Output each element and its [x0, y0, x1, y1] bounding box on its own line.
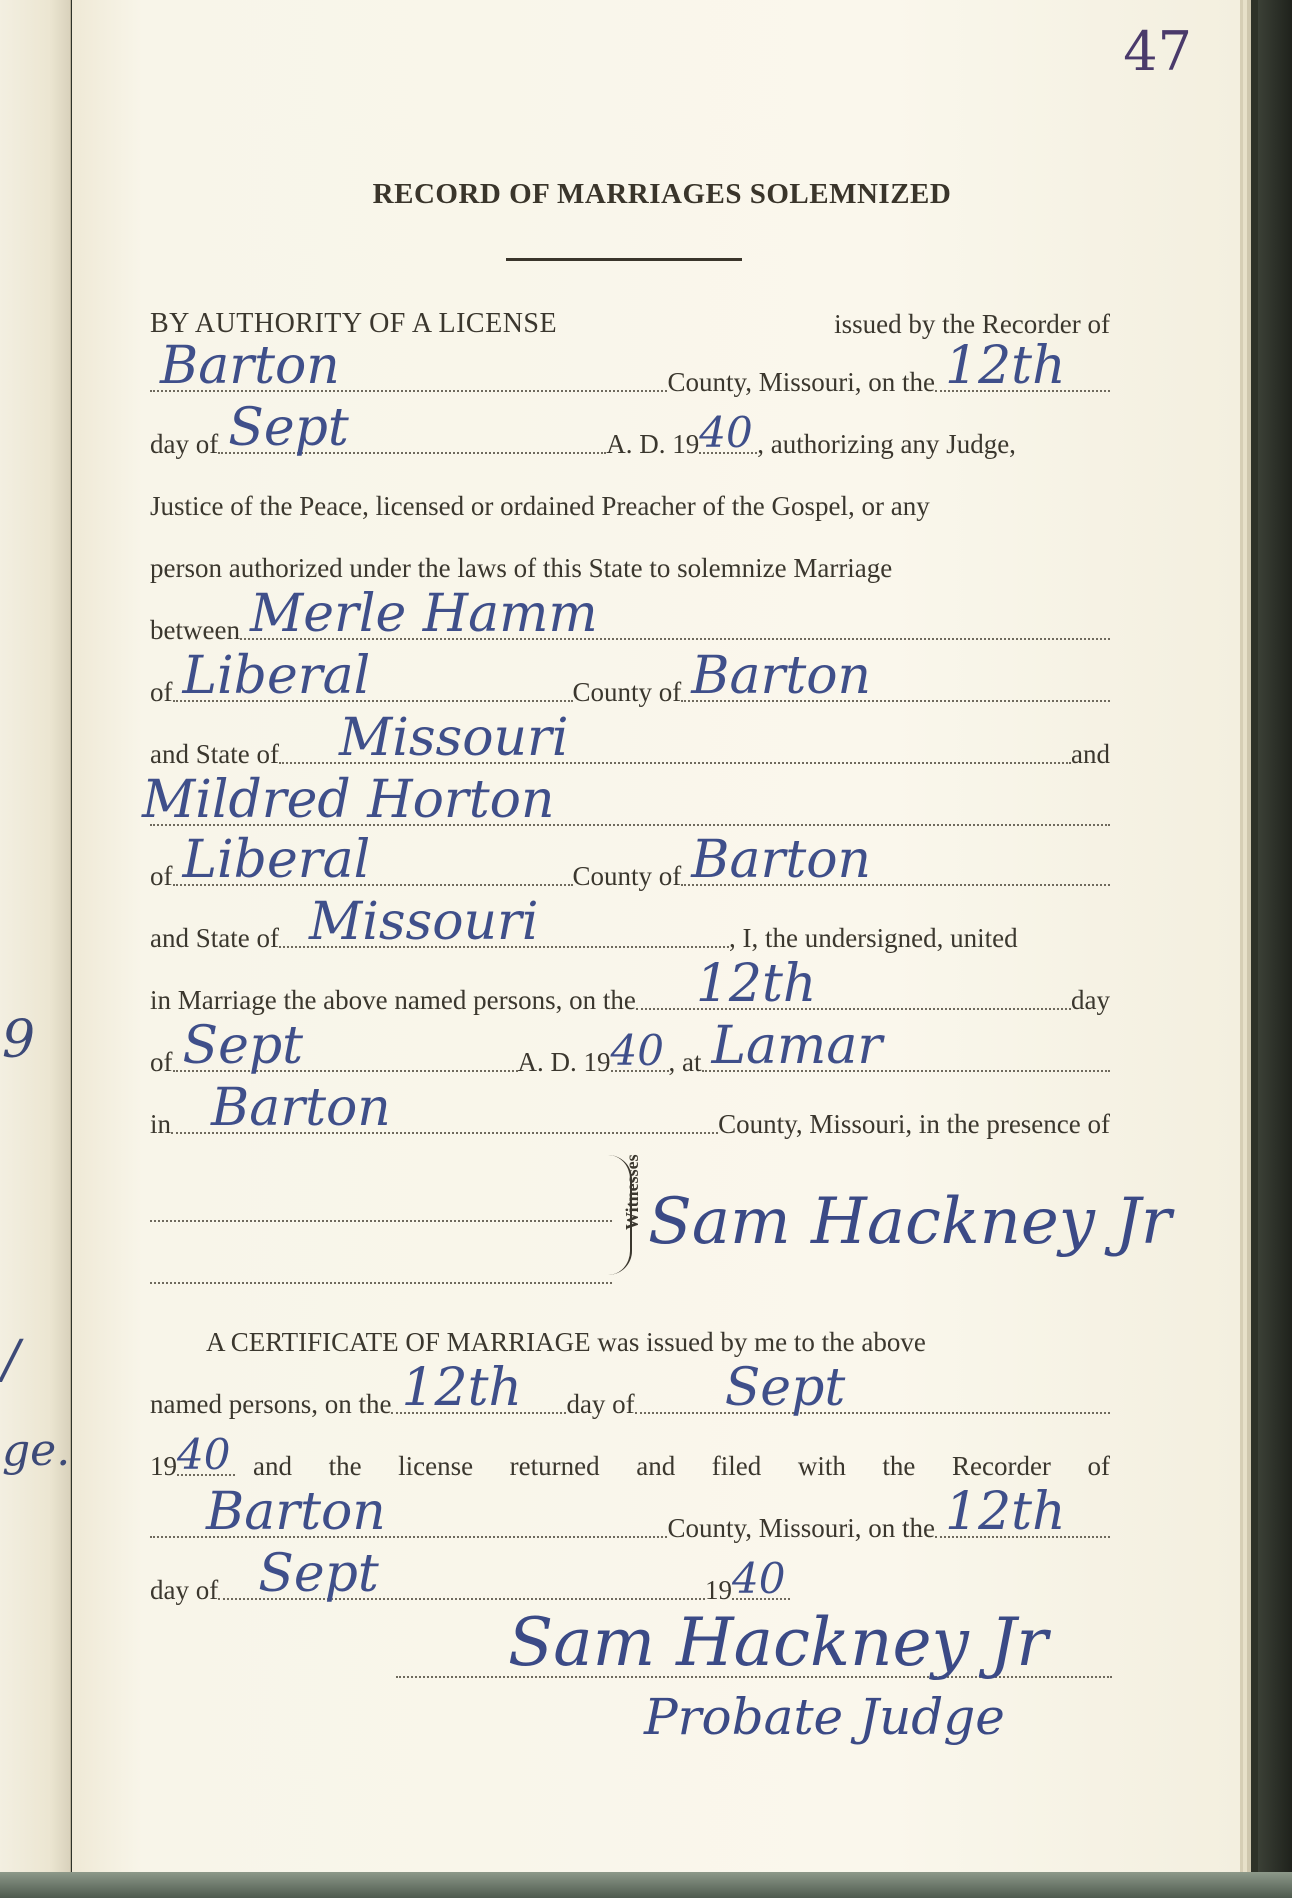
between-label: between	[150, 615, 240, 645]
left-page-fragment: /	[2, 1330, 20, 1390]
license-county-line	[150, 336, 1110, 398]
bride-county-label: County of	[572, 861, 682, 891]
person-line	[150, 538, 1110, 584]
license-intro-line	[150, 294, 1110, 340]
certificate-intro-text: A CERTIFICATE OF MARRIAGE was issued by me to the above	[206, 1327, 926, 1357]
certificate-day-field	[391, 1358, 566, 1418]
groom-state-field	[279, 708, 1071, 768]
groom-state-line	[150, 708, 1110, 770]
bride-state-handwriting: Missouri	[308, 892, 539, 952]
filed-date-line	[150, 1544, 790, 1606]
groom-county-handwriting: Barton	[691, 646, 872, 706]
page-title: RECORD OF MARRIAGES SOLEMNIZED	[372, 178, 952, 210]
filed-county-handwriting: Barton	[206, 1482, 386, 1542]
bride-state-line	[150, 892, 1110, 954]
bride-name-field	[142, 770, 1110, 830]
filed-month-handwriting: Sept	[258, 1544, 379, 1604]
title-rule	[506, 258, 742, 261]
license-year-field	[699, 406, 757, 457]
ceremony-day-handwriting: 12th	[695, 954, 817, 1014]
book-cover-edge	[1258, 0, 1292, 1898]
filed-county-line	[150, 1482, 1110, 1544]
witness-line-1	[150, 1220, 612, 1222]
person-text: person authorized under the laws of this State to solemnize Marriage	[150, 553, 893, 583]
groom-county-field	[681, 646, 1110, 706]
presence-text: County, Missouri, in the presence of	[718, 1109, 1110, 1139]
groom-state-handwriting: Missouri	[338, 708, 569, 768]
certificate-intro-line	[150, 1312, 1110, 1358]
certificate-month-handwriting: Sept	[724, 1358, 846, 1418]
license-county-field	[150, 336, 667, 396]
left-page-edge	[0, 0, 71, 1878]
ceremony-place-field	[702, 1016, 1111, 1076]
license-intro-suffix: issued by the Recorder of	[834, 309, 1110, 339]
license-month-handwriting: Sept	[228, 398, 349, 458]
license-month-field	[218, 398, 606, 458]
license-ad-prefix: A. D. 19	[606, 429, 700, 459]
license-county-handwriting: Barton	[160, 336, 340, 396]
bride-name-handwriting: Mildred Horton	[142, 770, 555, 830]
witness-line-2	[150, 1282, 612, 1284]
ceremony-in-label: in	[150, 1109, 172, 1139]
certificate-day-of: day of	[566, 1389, 635, 1419]
bride-state-field	[279, 892, 729, 952]
filed-year-field	[732, 1552, 790, 1603]
bride-residence-line	[150, 830, 1110, 892]
bride-county-handwriting: Barton	[691, 830, 872, 890]
named-on-text: named persons, on the	[150, 1389, 392, 1419]
left-page-fragment: ge.	[2, 1425, 71, 1476]
ceremony-place-handwriting: Lamar	[711, 1016, 883, 1076]
filed-month-field	[218, 1544, 705, 1604]
bride-state-label: and State of	[150, 923, 279, 953]
ceremony-month-handwriting: Sept	[182, 1016, 304, 1076]
filed-county-text: County, Missouri, on the	[667, 1513, 935, 1543]
groom-county-label: County of	[572, 677, 682, 707]
license-day-handwriting: 12th	[945, 336, 1066, 396]
ceremony-month-field	[173, 1016, 518, 1076]
certificate-year-line	[150, 1430, 1110, 1482]
and-label: and	[1071, 739, 1110, 769]
license-day-field	[935, 336, 1110, 396]
license-date-line	[150, 398, 1110, 460]
groom-state-label: and State of	[150, 739, 279, 769]
in-marriage-text: in Marriage the above named persons, on the	[150, 985, 636, 1015]
groom-of-label: of	[150, 677, 173, 707]
ceremony-ad-prefix: A. D. 19	[517, 1047, 611, 1077]
ceremony-year-field	[610, 1024, 669, 1075]
bride-name-line	[142, 770, 1110, 832]
groom-residence-line	[150, 646, 1110, 708]
ledger-page	[72, 0, 1243, 1872]
justice-line	[150, 476, 1110, 522]
license-year-handwriting: 40	[699, 408, 753, 457]
page-number: 47	[1123, 20, 1192, 83]
returned-text: and the license returned and filed with the Recorder of	[253, 1451, 1110, 1481]
officiant-signature: Sam Hackney Jr	[648, 1185, 1172, 1259]
license-intro-prefix: BY AUTHORITY OF A LICENSE	[150, 308, 558, 339]
certificate-year-handwriting: 40	[177, 1430, 231, 1479]
undersigned-text: , I, the undersigned, united	[728, 923, 1018, 953]
ceremony-county-line	[150, 1078, 1110, 1140]
filed-county-field	[150, 1482, 667, 1542]
certificate-date-line	[150, 1358, 1110, 1420]
license-day-of-label: day of	[150, 429, 219, 459]
groom-name-handwriting: Merle Hamm	[249, 584, 598, 644]
certificate-day-handwriting: 12th	[401, 1358, 523, 1418]
ceremony-day-line	[150, 954, 1110, 1016]
justice-text: Justice of the Peace, licensed or ordained Preacher of the Gospel, or any	[150, 491, 930, 521]
license-county-text: County, Missouri, on the	[667, 367, 935, 397]
groom-name-line	[150, 584, 1110, 646]
bride-town-handwriting: Liberal	[182, 830, 371, 890]
bride-town-field	[173, 830, 573, 890]
filed-day-field	[935, 1482, 1110, 1542]
ceremony-day-label: day	[1071, 985, 1110, 1015]
book-bottom-edge	[0, 1872, 1292, 1898]
judge-title-handwriting: Probate Judge	[644, 1688, 1005, 1746]
certificate-year-field	[177, 1428, 235, 1479]
groom-name-field	[240, 584, 1110, 644]
ceremony-day-field	[636, 954, 1071, 1014]
ceremony-county-handwriting: Barton	[211, 1078, 391, 1138]
bride-county-field	[681, 830, 1110, 890]
filed-day-handwriting: 12th	[945, 1482, 1066, 1542]
groom-town-field	[173, 646, 573, 706]
ceremony-at-label: , at	[668, 1047, 702, 1077]
filed-day-of: day of	[150, 1575, 219, 1605]
ceremony-date-line	[150, 1016, 1110, 1078]
filed-year-handwriting: 40	[732, 1554, 786, 1603]
judge-signature: Sam Hackney Jr	[508, 1604, 1048, 1681]
groom-town-handwriting: Liberal	[182, 646, 371, 706]
ceremony-county-field	[171, 1078, 718, 1138]
ceremony-of-label: of	[150, 1047, 173, 1077]
certificate-month-field	[635, 1358, 1110, 1418]
license-authorizing-text: , authorizing any Judge,	[757, 429, 1016, 459]
certificate-year-prefix: 19	[150, 1451, 177, 1481]
bride-of-label: of	[150, 861, 173, 891]
filed-year-prefix: 19	[705, 1575, 732, 1605]
left-page-fragment: 9	[2, 1010, 36, 1070]
ceremony-year-handwriting: 40	[610, 1026, 664, 1075]
witness-label: Witnesses	[622, 1154, 642, 1230]
